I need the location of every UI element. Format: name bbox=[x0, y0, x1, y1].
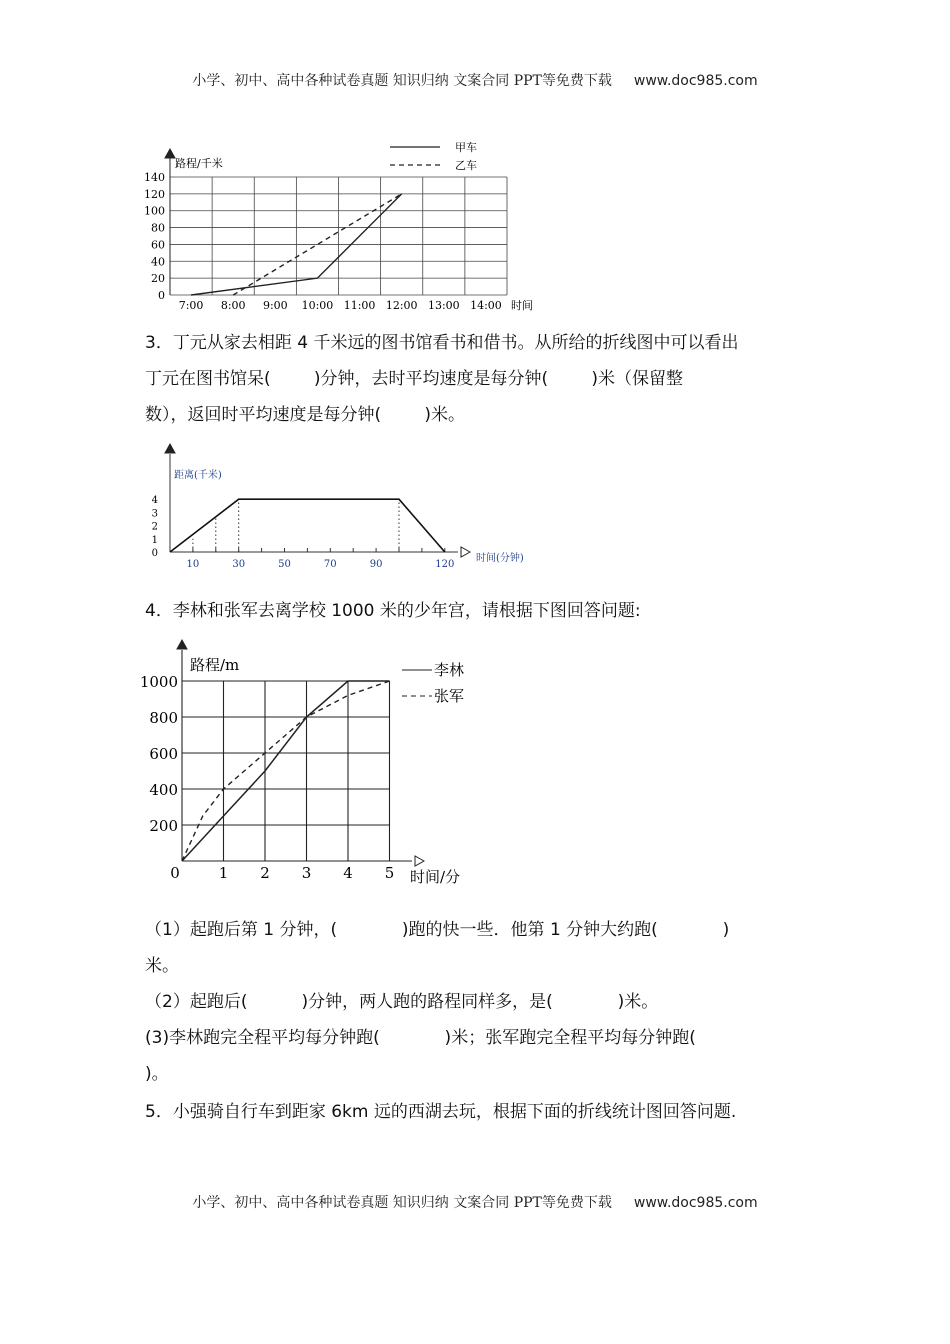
y-tick-label: 1000 bbox=[139, 673, 178, 691]
legend-label-yi: 乙车 bbox=[455, 159, 477, 172]
q5-text: 5．小强骑自行车到距家 6km 远的西湖去玩，根据下面的折线统计图回答问题. bbox=[145, 1102, 737, 1122]
question-4-subquestions bbox=[145, 912, 815, 1092]
q4-sub-1-cont: 米。 bbox=[145, 956, 179, 976]
x-tick-label: 9:00 bbox=[262, 299, 288, 312]
legend-label-jia: 甲车 bbox=[455, 141, 477, 154]
x-tick-label: 13:00 bbox=[427, 299, 460, 312]
y-tick-label: 400 bbox=[149, 781, 178, 799]
y-axis-arrow bbox=[165, 149, 175, 158]
series-line-zhangjun bbox=[182, 681, 390, 861]
x-tick-label: 90 bbox=[369, 559, 383, 570]
q3-line-3: 数），返回时平均速度是每分钟( )米。 bbox=[145, 405, 465, 425]
q3-line-1: 3．丁元从家去相距 4 千米远的图书馆看书和借书。从所给的折线图中可以看出 bbox=[145, 333, 739, 353]
x-tick-label: 0 bbox=[170, 864, 180, 882]
y-tick-label: 80 bbox=[151, 221, 165, 235]
x-tick-label: 5 bbox=[384, 864, 395, 882]
y-tick-label: 2 bbox=[151, 521, 158, 533]
x-tick-label: 70 bbox=[323, 559, 337, 570]
y-tick-label: 1 bbox=[151, 534, 158, 546]
x-tick-label: 7:00 bbox=[178, 299, 204, 312]
x-tick-label: 10 bbox=[186, 559, 200, 570]
y-tick-label: 60 bbox=[151, 238, 165, 252]
q4-sub-3-cont: )。 bbox=[145, 1064, 169, 1084]
x-tick-label: 30 bbox=[232, 559, 246, 570]
footer-text: 小学、初中、高中各种试卷真题 知识归纳 文案合同 PPT等免费下载 bbox=[192, 1195, 612, 1211]
y-tick-label: 600 bbox=[149, 745, 178, 763]
y-tick-label: 120 bbox=[144, 187, 165, 201]
y-tick-label: 4 bbox=[151, 495, 158, 507]
x-axis-label: 时间/分 bbox=[410, 868, 461, 886]
x-tick-label: 3 bbox=[301, 864, 312, 882]
x-tick-label: 11:00 bbox=[343, 299, 376, 312]
header-text: 小学、初中、高中各种试卷真题 知识归纳 文案合同 PPT等免费下载 bbox=[192, 73, 612, 89]
y-tick-label: 200 bbox=[149, 817, 178, 835]
chart-library-trip bbox=[140, 440, 560, 575]
chart-running-race bbox=[140, 638, 500, 893]
y-axis-arrow bbox=[177, 640, 187, 649]
x-tick-label: 50 bbox=[278, 559, 291, 570]
question-4-intro bbox=[145, 593, 815, 629]
footer-site: www.doc985.com bbox=[633, 1195, 758, 1211]
x-axis-arrow bbox=[415, 856, 424, 866]
y-tick-label: 40 bbox=[151, 255, 165, 269]
y-axis-arrow bbox=[165, 444, 175, 453]
q4-intro: 4．李林和张军去离学校 1000 米的少年宫，请根据下图回答问题: bbox=[145, 601, 641, 621]
y-tick-label: 3 bbox=[151, 508, 158, 520]
y-tick-label: 800 bbox=[149, 709, 178, 727]
chart-car-distance bbox=[140, 135, 540, 315]
question-3 bbox=[145, 325, 815, 433]
page-footer bbox=[0, 1192, 950, 1212]
x-tick-label: 1 bbox=[218, 864, 229, 882]
y-tick-label: 0 bbox=[158, 289, 165, 302]
x-tick-label: 12:00 bbox=[385, 299, 418, 312]
q4-sub-1: （1）起跑后第 1 分钟，( )跑的快一些．他第 1 分钟大约跑( ) bbox=[145, 920, 730, 940]
q4-sub-2: （2）起跑后( )分钟，两人跑的路程同样多，是( )米。 bbox=[145, 992, 659, 1012]
x-tick-label: 8:00 bbox=[220, 299, 246, 312]
header-site: www.doc985.com bbox=[633, 73, 758, 89]
x-tick-label: 4 bbox=[343, 864, 353, 882]
y-axis-label: 路程/千米 bbox=[175, 157, 223, 170]
x-tick-label: 14:00 bbox=[470, 299, 502, 312]
x-axis-arrow bbox=[461, 547, 470, 557]
q4-sub-3: (3)李林跑完全程平均每分钟跑( )米；张军跑完全程平均每分钟跑( bbox=[145, 1028, 696, 1048]
x-axis-label: 时间(分钟) bbox=[476, 553, 524, 564]
y-axis-label: 路程/m bbox=[190, 656, 240, 674]
y-tick-label: 140 bbox=[144, 171, 165, 184]
x-tick-label: 10:00 bbox=[301, 299, 334, 312]
series-line-lilin bbox=[182, 681, 390, 861]
legend-label-zhangjun: 张军 bbox=[434, 687, 465, 705]
legend-label-lilin: 李林 bbox=[434, 661, 465, 679]
series-line-dingyuan bbox=[170, 499, 445, 552]
page-header bbox=[0, 70, 950, 90]
y-tick-label: 100 bbox=[144, 204, 165, 218]
x-axis-label: 时间 bbox=[511, 299, 533, 312]
x-tick-label: 120 bbox=[435, 559, 455, 570]
y-tick-label: 20 bbox=[151, 272, 165, 286]
q3-line-2: 丁元在图书馆呆( )分钟，去时平均速度是每分钟( )米（保留整 bbox=[145, 369, 683, 389]
x-tick-label: 2 bbox=[260, 864, 270, 882]
y-tick-label: 0 bbox=[151, 548, 158, 559]
question-5 bbox=[145, 1094, 815, 1130]
y-axis-label: 距离(千米) bbox=[174, 470, 222, 481]
